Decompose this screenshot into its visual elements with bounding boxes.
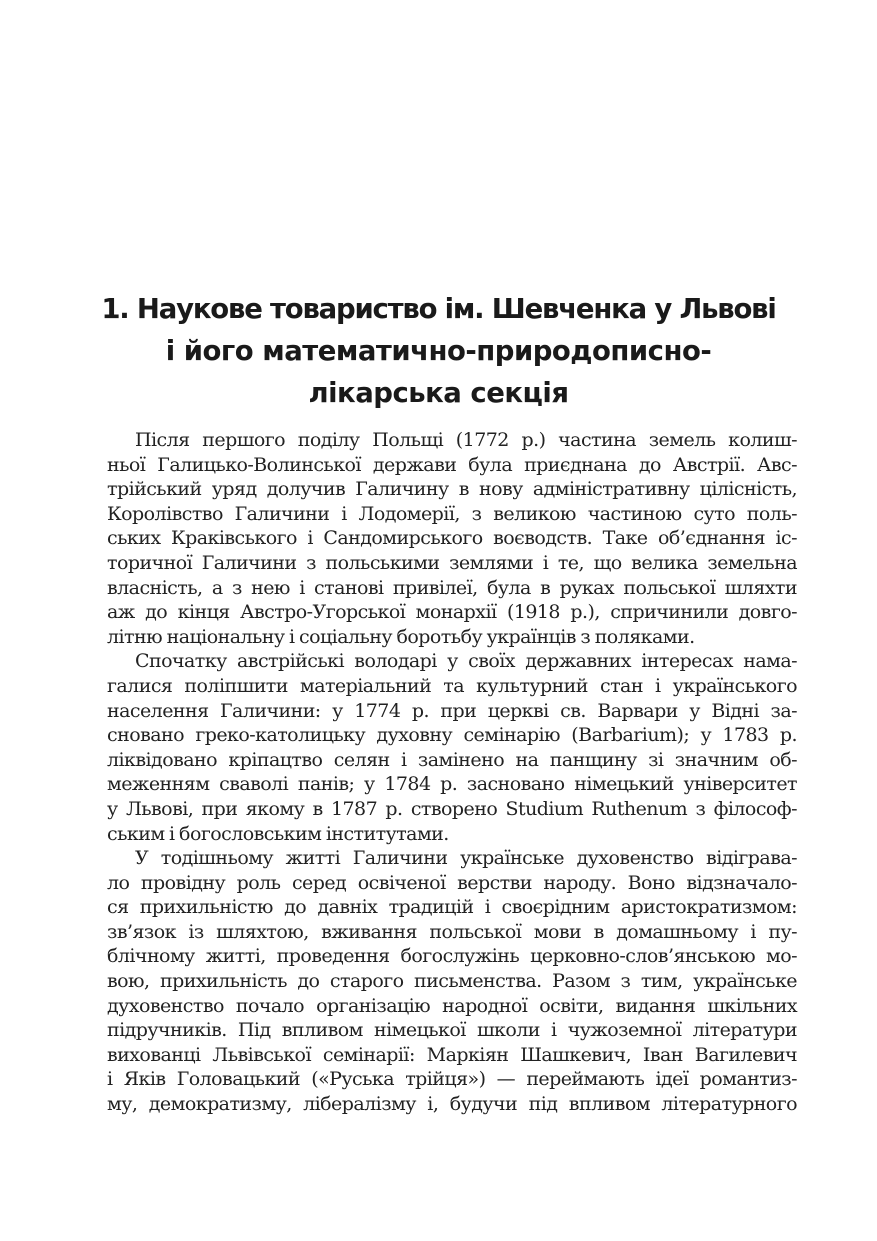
text-line: і Яків Головацький («Руська трійця») — переймають ідеї романтиз-: [107, 1068, 797, 1091]
text-line: му, демократизму, лібералізму і, будучи під впливом літературного: [107, 1093, 797, 1116]
text-line: зв’язок із шляхтою, вживання польської мови в домашньому і пу-: [107, 920, 797, 943]
paragraph: [107, 846, 797, 1117]
text-line: духовенство почало організацію народної освіти, видання шкільних: [107, 994, 797, 1017]
text-line: Спочатку австрійські володарі у своїх державних інтересах нама-: [135, 650, 797, 673]
text-line: сновано греко-католицьку духовну семінарію (Barbarium); у 1783 р.: [107, 724, 797, 747]
body-text: [107, 428, 797, 1117]
text-line: блічному житті, проведення богослужінь церковно-слов’янською мо-: [107, 945, 797, 968]
text-line: меженням сваволі панів; у 1784 р. засновано німецький університет: [107, 773, 797, 796]
text-line: ло провідну роль серед освіченої верстви народу. Воно відзначало-: [107, 871, 797, 894]
text-line: ся прихильністю до давніх традицій і своєрідним аристократизмом:: [107, 896, 797, 919]
text-line: населення Галичини: у 1774 р. при церкві св. Варвари у Відні за-: [107, 699, 797, 722]
paragraph: [107, 428, 797, 649]
text-line: ським і богословським інститутами.: [107, 822, 449, 845]
text-line: У тодішньому житті Галичини українське духовенство відіграва-: [135, 847, 797, 870]
text-line: ліквідовано кріпацтво селян і замінено на панщину зі значним об-: [107, 748, 797, 771]
chapter-title: [100, 288, 777, 414]
text-line: аж до кінця Австро-Угорської монархії (1918 р.), спричинили довго-: [107, 601, 797, 624]
text-line: літню національну і соціальну боротьбу українців з поляками.: [107, 625, 695, 648]
title-line: лікарська секція: [308, 377, 569, 409]
text-line: Після першого поділу Польщі (1772 р.) частина земель колиш-: [135, 429, 797, 451]
text-line: підручників. Під впливом німецької школи і чужоземної літератури: [107, 1019, 797, 1042]
text-line: трійський уряд долучив Галичину в нову адміністративну цілісність,: [107, 478, 797, 501]
text-line: вою, прихильність до старого письменства. Разом з тим, українське: [107, 970, 797, 993]
text-line: вихованці Львівської семінарії: Маркіян Шашкевич, Іван Вагилевич: [107, 1043, 797, 1066]
text-line: торичної Галичини з польськими землями і те, що велика земельна: [107, 551, 797, 574]
text-line: ньої Галицько-Волинської держави була приєднана до Австрії. Авс-: [107, 453, 797, 476]
text-line: ських Краківського і Сандомирського воєводств. Таке об’єднання іс-: [107, 527, 797, 550]
text-line: у Львові, при якому в 1787 р. створено Studium Ruthenum з філософ-: [107, 797, 797, 820]
text-line: Королівство Галичини і Лодомерії, з великою частиною суто поль-: [107, 502, 797, 525]
text-line: власність, а з нею і станові привілеї, була в руках польської шляхти: [107, 576, 797, 599]
text-line: галися поліпшити матеріальний та культурний стан і українського: [107, 674, 797, 697]
paragraph: [107, 649, 797, 846]
title-line: і його математично-природописно-: [165, 335, 712, 367]
title-line: 1. Наукове товариство ім. Шевченка у Львові: [101, 293, 776, 325]
